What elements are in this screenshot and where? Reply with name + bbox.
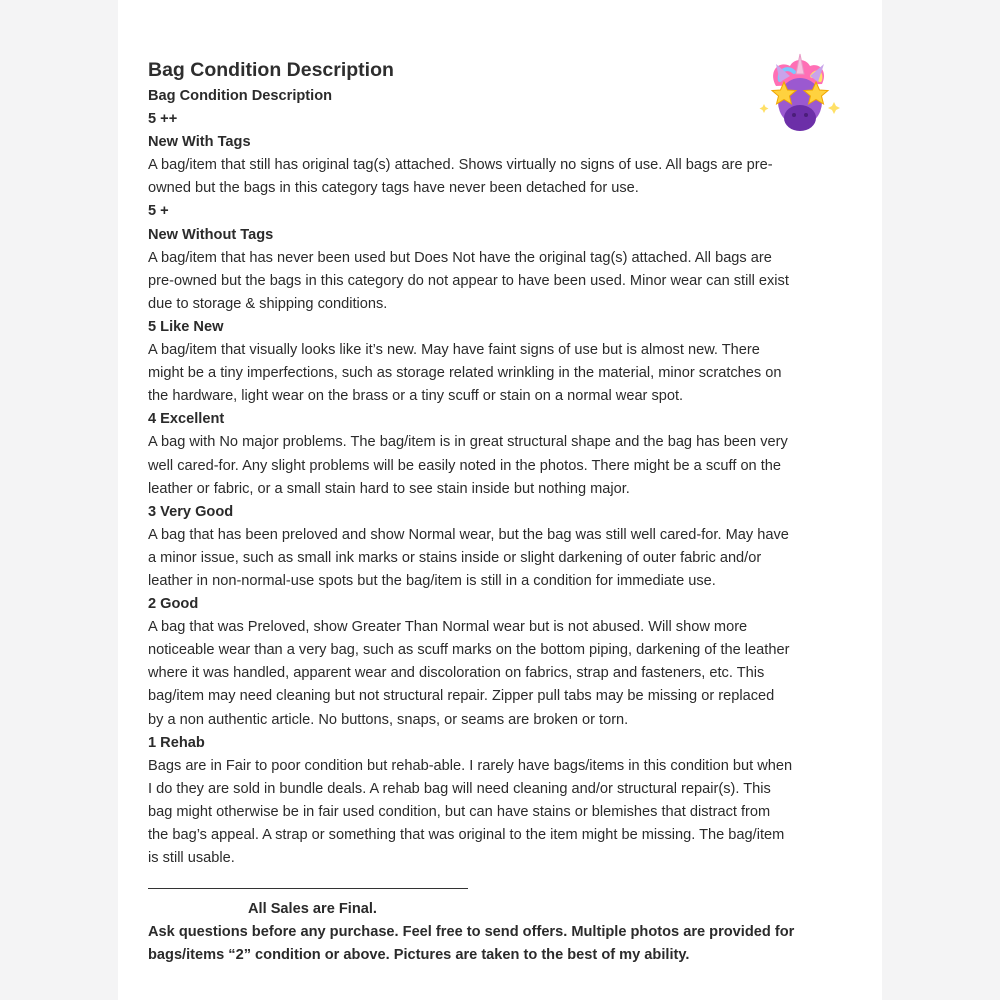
description-line: is still usable.	[148, 850, 235, 867]
description-line: Bags are in Fair to poor condition but rehab-able. I rarely have bags/items in this condition but when	[148, 757, 793, 774]
condition-description-lines	[148, 85, 868, 870]
description-line: bag/item may need cleaning but not structural repair. Zipper pull tabs may be missing or replaced	[148, 688, 775, 705]
description-line: a minor issue, such as small ink marks or stains inside or slight darkening of outer fabric and/or	[148, 549, 762, 566]
description-line: A bag that has been preloved and show Normal wear, but the bag was still well cared-for. May have	[148, 526, 789, 543]
description-line: pre-owned but the bags in this category do not appear to have been used. Minor wear can still exist	[148, 272, 789, 289]
description-line: A bag that was Preloved, show Greater Than Normal wear but is not abused. Will show more	[148, 619, 748, 636]
description-line: by a non authentic article. No buttons, snaps, or seams are broken or torn.	[148, 711, 629, 728]
section-heading: 2 Good	[148, 596, 199, 613]
page-title: Bag Condition Description	[148, 59, 394, 81]
description-line: bag might otherwise be in fair used condition, but can have stains or blemishes that distract from	[148, 803, 771, 820]
description-line: A bag/item that has never been used but Does Not have the original tag(s) attached. All bags are	[148, 249, 772, 266]
footer-line-2: bags/items “2” condition or above. Pictures are taken to the best of my ability.	[148, 947, 690, 964]
description-line: might be a tiny imperfections, such as storage related wrinkling in the material, minor scratches on	[148, 365, 782, 382]
section-heading: 3 Very Good	[148, 503, 234, 520]
description-line: A bag with No major problems. The bag/item is in great structural shape and the bag has been very	[148, 434, 788, 451]
description-line: the hardware, light wear on the brass or a tiny scuff or stain on a normal wear spot.	[148, 388, 684, 405]
sales-final-note: All Sales are Final.	[248, 901, 377, 918]
section-heading: 1 Rehab	[148, 734, 205, 751]
section-heading: Bag Condition Description	[148, 88, 333, 104]
section-heading: 5 ++	[148, 111, 178, 128]
description-line: the bag’s appeal. A strap or something that was original to the item might be missing. The bag/item	[148, 827, 785, 843]
section-heading: New Without Tags	[148, 226, 274, 243]
description-line: I do they are sold in bundle deals. A rehab bag will need cleaning and/or structural repair(s). This	[148, 780, 771, 797]
section-heading: 4 Excellent	[148, 411, 225, 428]
section-heading: 5 +	[148, 203, 169, 220]
footer-line-1: Ask questions before any purchase. Feel free to send offers. Multiple photos are provided for	[148, 924, 795, 941]
description-line: noticeable wear than a very bag, such as scuff marks on the bottom piping, darkening of the leather	[148, 642, 790, 659]
description-line: leather in non-normal-use spots but the bag/item is still in a condition for immediate use.	[148, 572, 716, 589]
section-heading: New With Tags	[148, 134, 251, 151]
section-heading: 5 Like New	[148, 318, 224, 335]
document-body	[148, 57, 868, 967]
document-page	[118, 0, 882, 1000]
description-line: A bag/item that visually looks like it’s new. May have faint signs of use but is almost new. There	[148, 342, 760, 359]
description-line: well cared-for. Any slight problems will be easily noted in the photos. There might be a scuff on the	[148, 457, 782, 474]
description-line: A bag/item that still has original tag(s) attached. Shows virtually no signs of use. All bags are pre-	[148, 157, 773, 174]
description-line: owned but the bags in this category tags have never been detached for use.	[148, 180, 639, 197]
unicorn-star-eyes-emoji-icon	[754, 52, 844, 142]
description-line: where it was handled, apparent wear and discoloration on fabrics, strap and fasteners, etc. This	[148, 665, 765, 682]
divider-line	[148, 888, 468, 889]
description-line: due to storage & shipping conditions.	[148, 295, 388, 312]
description-line: leather or fabric, or a small stain hard to see stain inside but nothing major.	[148, 480, 630, 497]
